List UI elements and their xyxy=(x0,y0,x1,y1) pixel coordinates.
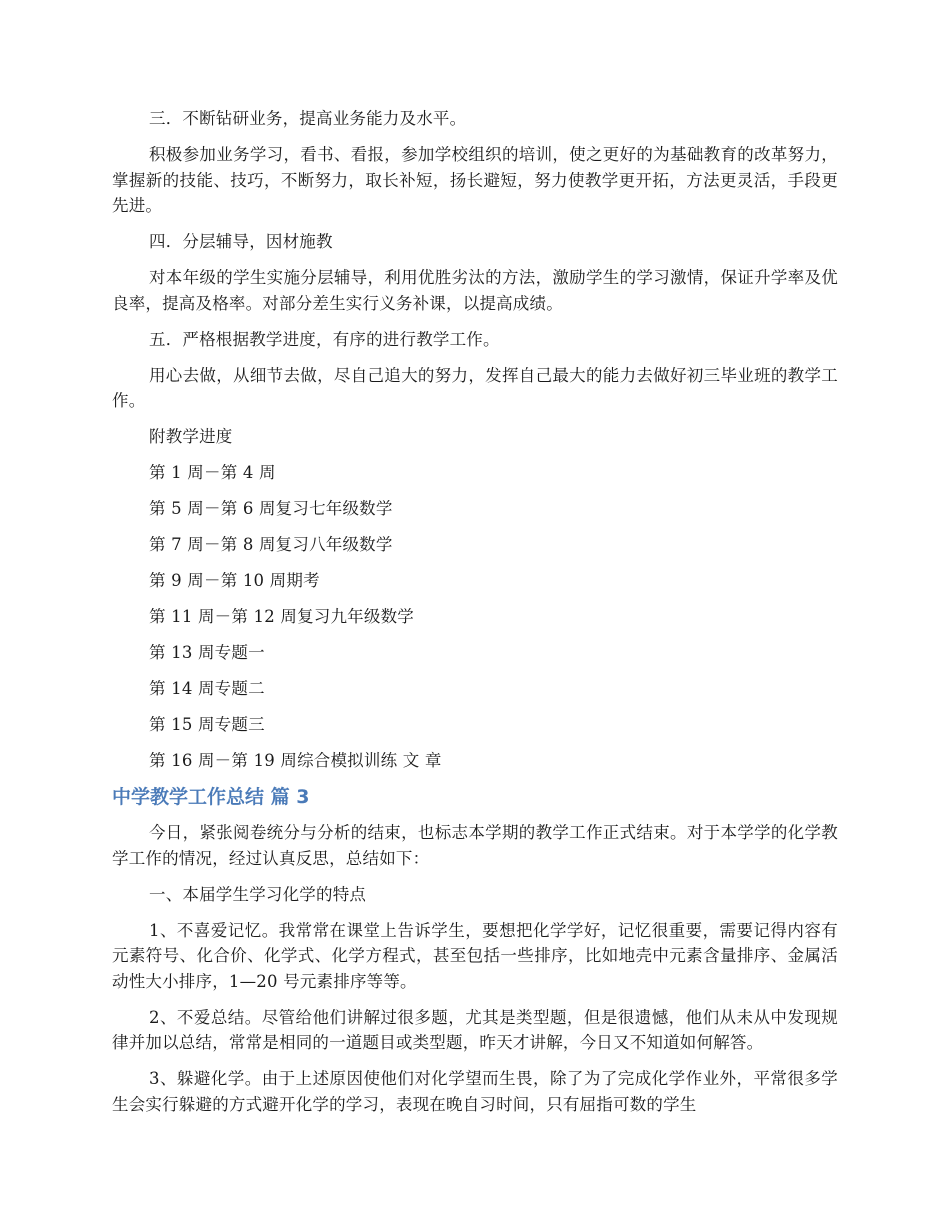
section-a xyxy=(112,106,838,774)
paragraph: 用心去做，从细节去做，尽自己追大的努力，发挥自己最大的能力去做好初三毕业班的教学工作。 xyxy=(112,365,838,410)
paragraph: 今日，紧张阅卷统分与分析的结束，也标志本学期的教学工作正式结束。对于本学学的化学教学工作的情况，经过认真反思，总结如下： xyxy=(112,823,838,868)
schedule-item: 第 13 周专题一 xyxy=(149,643,265,662)
paragraph: 附教学进度 xyxy=(149,427,233,446)
schedule-item: 第 14 周专题二 xyxy=(149,679,265,698)
section-heading: 中学教学工作总结 篇 3 xyxy=(112,786,310,808)
schedule-item: 第 5 周－第 6 周复习七年级数学 xyxy=(149,499,393,518)
paragraph: 1、不喜爱记忆。我常常在课堂上告诉学生，要想把化学学好，记忆很重要，需要记得内容有元素符号、化合价、化学式、化学方程式，甚至包括一些排序，比如地壳中元素含量排序、金属活动性大小排序，1—20 号元素排序等等。 xyxy=(112,920,838,991)
paragraph: 积极参加业务学习，看书、看报，参加学校组织的培训，使之更好的为基础教育的改革努力，掌握新的技能、技巧，不断努力，取长补短，扬长避短，努力使教学更开拓，方法更灵活，手段更先进。 xyxy=(112,145,838,215)
schedule-item: 第 15 周专题三 xyxy=(149,715,265,734)
document-page xyxy=(112,106,838,1128)
paragraph: 一、本届学生学习化学的特点 xyxy=(149,884,367,904)
paragraph: 2、不爱总结。尽管给他们讲解过很多题，尤其是类型题，但是很遗憾，他们从未从中发现规律并加以总结，常常是相同的一道题目或类型题，昨天才讲解，今日又不知道如何解答。 xyxy=(112,1007,838,1052)
paragraph: 三．不断钻研业务，提高业务能力及水平。 xyxy=(149,109,467,128)
paragraph: 五．严格根据教学进度，有序的进行教学工作。 xyxy=(149,329,500,349)
paragraph: 四．分层辅导，因材施教 xyxy=(149,232,333,251)
paragraph: 3、躲避化学。由于上述原因使他们对化学望而生畏，除了为了完成化学作业外，平常很多学生会实行躲避的方式避开化学的学习，表现在晚自习时间，只有屈指可数的学生 xyxy=(112,1069,838,1114)
schedule-item: 第 1 周－第 4 周 xyxy=(149,463,276,482)
section-b xyxy=(112,820,838,1117)
schedule-item: 第 11 周－第 12 周复习九年级数学 xyxy=(149,607,414,626)
paragraph: 对本年级的学生实施分层辅导，利用优胜劣汰的方法，激励学生的学习激情，保证升学率及优良率，提高及格率。对部分差生实行义务补课，以提高成绩。 xyxy=(112,268,838,313)
schedule-item: 第 16 周－第 19 周综合模拟训练 文 章 xyxy=(149,751,442,770)
schedule-item: 第 7 周－第 8 周复习八年级数学 xyxy=(149,535,393,554)
schedule-item: 第 9 周－第 10 周期考 xyxy=(149,571,320,590)
